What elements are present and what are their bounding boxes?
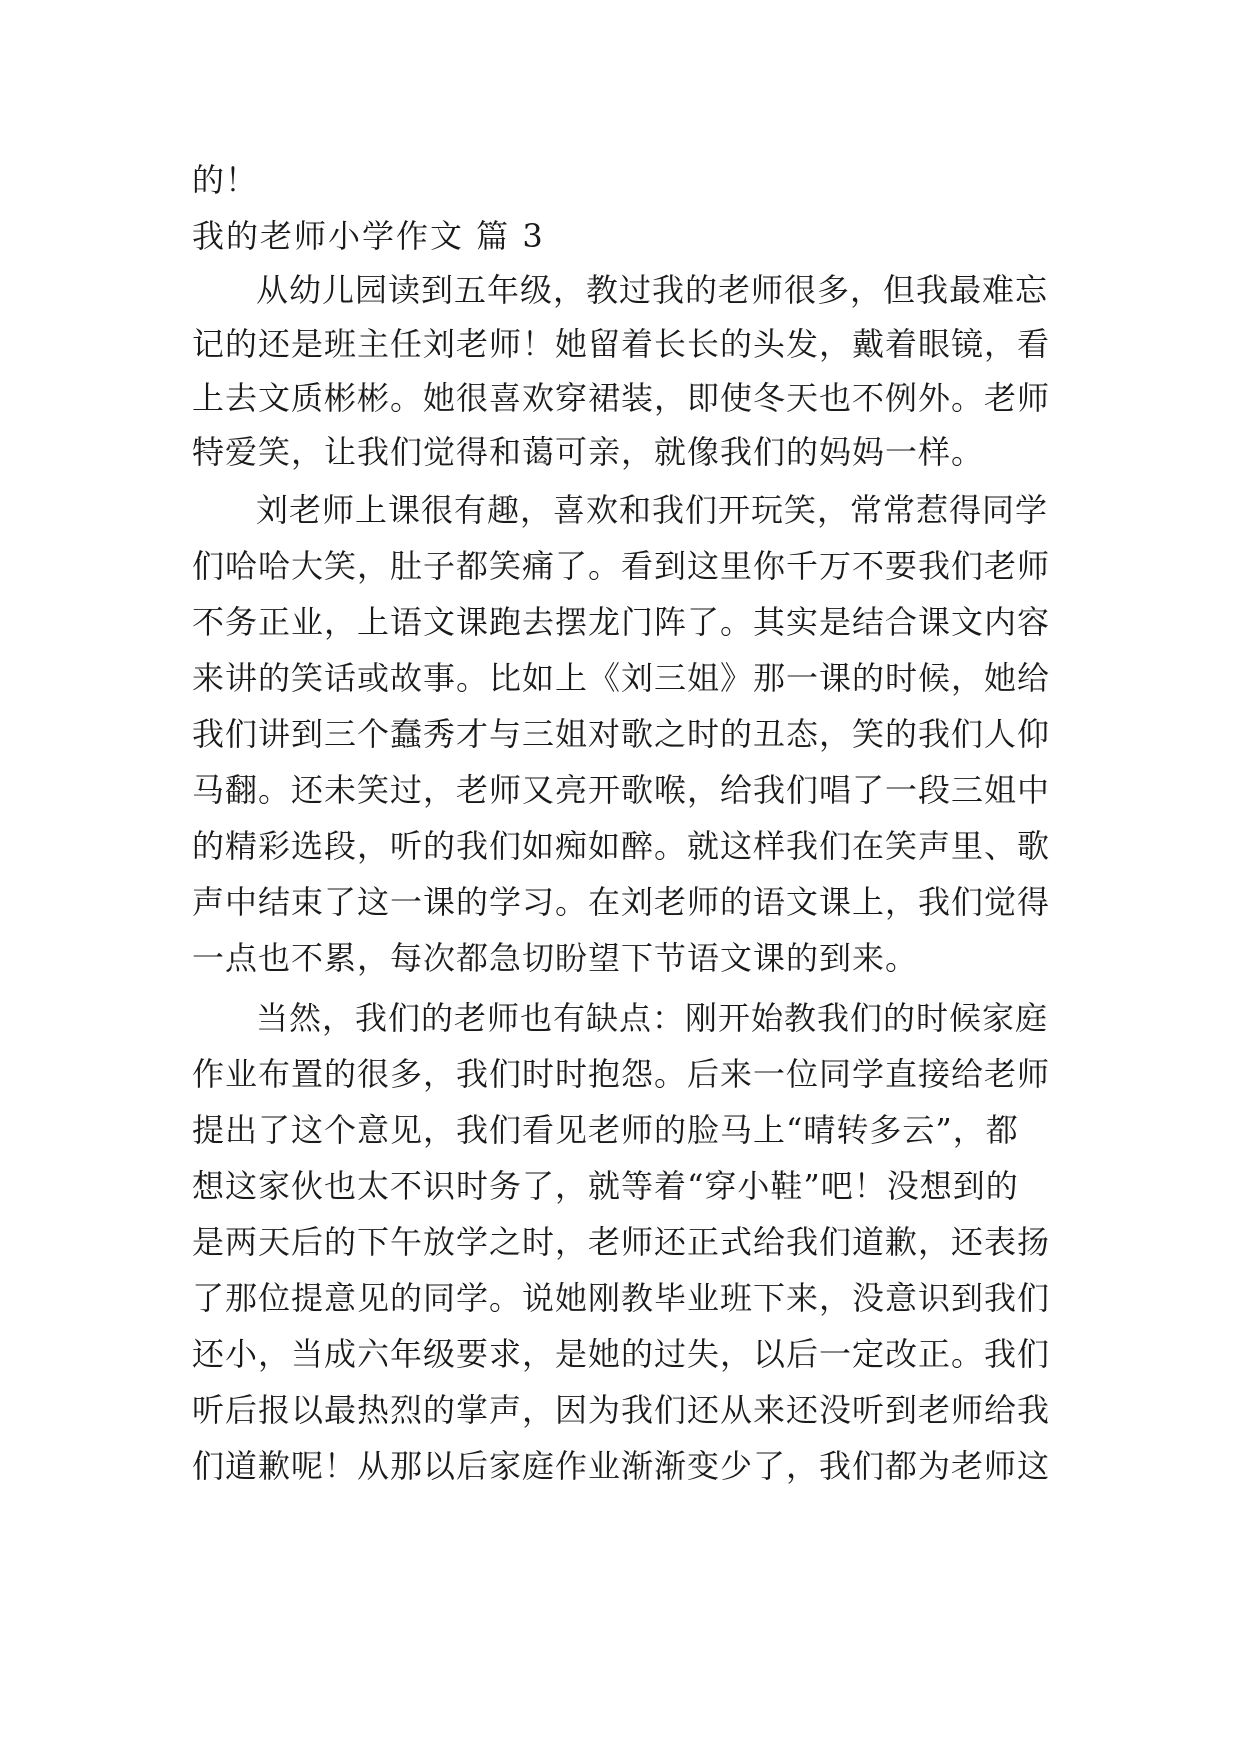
- paragraph-2-line-6: 马翻。还未笑过，老师又亮开歌喉，给我们唱了一段三姐中: [192, 771, 1051, 809]
- paragraph-2-line-3: 不务正业，上语文课跑去摆龙门阵了。其实是结合课文内容: [192, 603, 1051, 641]
- paragraph-2-line-7: 的精彩选段，听的我们如痴如醉。就这样我们在笑声里、歌: [192, 827, 1051, 865]
- paragraph-3-line-5: 是两天后的下午放学之时，老师还正式给我们道歉，还表扬: [192, 1223, 1051, 1261]
- essay-heading: 我的老师小学作文 篇 3: [192, 217, 545, 255]
- paragraph-2-line-8: 声中结束了这一课的学习。在刘老师的语文课上，我们觉得: [192, 883, 1051, 921]
- paragraph-3-line-8: 听后报以最热烈的掌声，因为我们还从来还没听到老师给我: [192, 1391, 1051, 1429]
- paragraph-2-line-5: 我们讲到三个蠢秀才与三姐对歌之时的丑态，笑的我们人仰: [192, 715, 1051, 753]
- paragraph-2-line-2: 们哈哈大笑，肚子都笑痛了。看到这里你千万不要我们老师: [192, 547, 1051, 585]
- paragraph-3-line-2: 作业布置的很多，我们时时抱怨。后来一位同学直接给老师: [192, 1055, 1051, 1093]
- paragraph-1-line-1: 从幼儿园读到五年级，教过我的老师很多，但我最难忘: [256, 271, 1049, 309]
- continuation-text: 的！: [192, 161, 259, 199]
- paragraph-2-line-4: 来讲的笑话或故事。比如上《刘三姐》那一课的时候，她给: [192, 659, 1051, 697]
- paragraph-1-line-3: 上去文质彬彬。她很喜欢穿裙装，即使冬天也不例外。老师: [192, 379, 1051, 417]
- paragraph-1-line-4: 特爱笑，让我们觉得和蔼可亲，就像我们的妈妈一样。: [192, 433, 985, 471]
- paragraph-3-line-4: 想这家伙也太不识时务了，就等着“穿小鞋”吧！没想到的: [192, 1167, 1019, 1205]
- paragraph-3-line-7: 还小，当成六年级要求，是她的过失，以后一定改正。我们: [192, 1335, 1051, 1373]
- paragraph-2-line-1: 刘老师上课很有趣，喜欢和我们开玩笑，常常惹得同学: [256, 491, 1049, 529]
- paragraph-2-line-9: 一点也不累，每次都急切盼望下节语文课的到来。: [192, 939, 919, 977]
- paragraph-3-line-1: 当然，我们的老师也有缺点：刚开始教我们的时候家庭: [256, 999, 1049, 1037]
- paragraph-3-line-3: 提出了这个意见，我们看见老师的脸马上“晴转多云”，都: [192, 1111, 1019, 1149]
- paragraph-3-line-6: 了那位提意见的同学。说她刚教毕业班下来，没意识到我们: [192, 1279, 1051, 1317]
- paragraph-1-line-2: 记的还是班主任刘老师！她留着长长的头发，戴着眼镜，看: [192, 325, 1051, 363]
- paragraph-3-line-9: 们道歉呢！从那以后家庭作业渐渐变少了，我们都为老师这: [192, 1447, 1051, 1485]
